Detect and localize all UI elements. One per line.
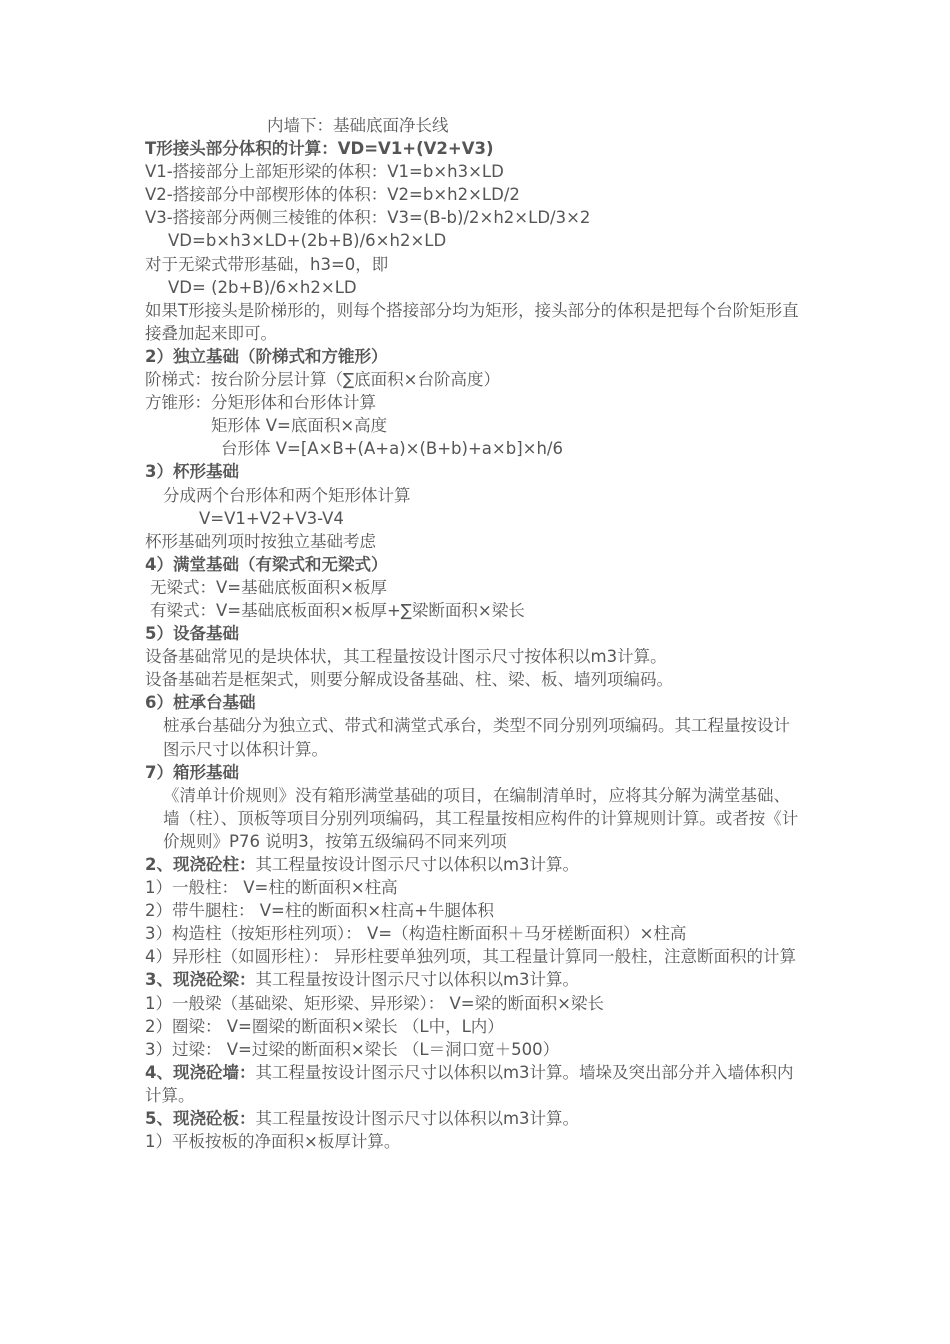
text-line: VD=b×h3×LD+(2b+B)/6×h2×LD — [168, 231, 447, 251]
text-line: V2-搭接部分中部楔形体的体积：V2=b×h2×LD/2 — [145, 185, 520, 205]
text-line: 《清单计价规则》没有箱形满堂基础的项目，在编制清单时，应将其分解为满堂基础、墙（柱）、顶板等项目分别列项编码，其工程量按相应构件的计算规则计算。或者按《计价规则》P76 说明3，按第五级编码不同来列项 — [163, 785, 799, 851]
text-line: 方锥形：分矩形体和台形体计算 — [145, 393, 376, 413]
text-line — [145, 968, 805, 991]
text-line: 2）圈梁： V=圈梁的断面积×梁长 （L中，L内） — [145, 1016, 504, 1036]
text-line: 4）异形柱（如圆形柱）： 异形柱要单独列项，其工程量计算同一般柱，注意断面积的计算 — [145, 947, 796, 967]
section-heading: T形接头部分体积的计算：VD=V1+(V2+V3) — [145, 139, 494, 159]
text-line: 3）构造柱（按矩形柱列项）： V=（构造柱断面积＋马牙槎断面积）×柱高 — [145, 924, 687, 944]
text-line: 无梁式：V=基础底板面积×板厚 — [150, 577, 387, 597]
section-heading-lead: 2、现浇砼柱： — [145, 855, 256, 874]
text-line: 阶梯式：按台阶分层计算（∑底面积×台阶高度） — [145, 370, 500, 390]
section-heading: 2）独立基础（阶梯式和方锥形） — [145, 346, 388, 366]
text-line: 台形体 V=[A×B+(A+a)×(B+b)+a×b]×h/6 — [221, 439, 563, 459]
section-heading-text: 其工程量按设计图示尺寸以体积以m3计算。 — [255, 855, 580, 874]
text-line: 分成两个台形体和两个矩形体计算 — [163, 485, 411, 505]
section-heading-lead: 5、现浇砼板： — [145, 1109, 256, 1129]
text-line: VD= (2b+B)/6×h2×LD — [168, 277, 357, 297]
text-line — [145, 1107, 805, 1130]
text-line: 矩形体 V=底面积×高度 — [211, 416, 388, 436]
section-heading-text: 其工程量按设计图示尺寸以体积以m3计算。墙垛及突出部分并入墙体积内计算。 — [145, 1062, 794, 1105]
text-line: 如果T形接头是阶梯形的，则每个搭接部分均为矩形，接头部分的体积是把每个台阶矩形直接叠加起来即可。 — [145, 300, 799, 343]
text-line: 设备基础若是框架式，则要分解成设备基础、柱、梁、板、墙列项编码。 — [145, 670, 673, 690]
section-heading: 7）箱形基础 — [145, 762, 239, 782]
text-line: 1）一般梁（基础梁、矩形梁、异形梁）： V=梁的断面积×梁长 — [145, 993, 604, 1013]
section-heading: 3）杯形基础 — [145, 462, 239, 482]
text-line: 杯形基础列项时按独立基础考虑 — [145, 531, 376, 551]
section-heading: 5）设备基础 — [145, 624, 239, 644]
text-line: 1）平板按板的净面积×板厚计算。 — [145, 1132, 401, 1152]
section-heading: 6）桩承台基础 — [145, 693, 256, 713]
text-line: 对于无梁式带形基础，h3=0，即 — [145, 254, 389, 274]
text-line: 2）带牛腿柱： V=柱的断面积×柱高+牛腿体积 — [145, 901, 495, 921]
text-line: V=V1+V2+V3-V4 — [199, 508, 344, 528]
text-line: V1-搭接部分上部矩形梁的体积：V1=b×h3×LD — [145, 162, 504, 182]
section-heading: 4）满堂基础（有梁式和无梁式） — [145, 554, 388, 574]
section-heading-lead: 3、现浇砼梁： — [145, 970, 256, 990]
text-line: 1）一般柱： V=柱的断面积×柱高 — [145, 878, 398, 898]
section-heading-lead: 4、现浇砼墙： — [145, 1062, 256, 1082]
text-line — [145, 1061, 805, 1107]
document-page — [145, 114, 805, 1153]
text-line: 有梁式：V=基础底板面积×板厚+∑梁断面积×梁长 — [150, 600, 525, 620]
text-line: 桩承台基础分为独立式、带式和满堂式承台，类型不同分别列项编码。其工程量按设计图示尺寸以体积计算。 — [163, 716, 790, 759]
text-line: V3-搭接部分两侧三棱锥的体积：V3=(B-b)/2×h2×LD/3×2 — [145, 208, 591, 228]
text-line: 内墙下：基础底面净长线 — [267, 116, 449, 135]
text-line: 3）过梁： V=过梁的断面积×梁长 （L＝洞口宽＋500） — [145, 1039, 560, 1059]
text-line — [145, 853, 805, 876]
section-heading-text: 其工程量按设计图示尺寸以体积以m3计算。 — [255, 1109, 580, 1129]
section-heading-text: 其工程量按设计图示尺寸以体积以m3计算。 — [255, 970, 580, 990]
text-line: 设备基础常见的是块体状，其工程量按设计图示尺寸按体积以m3计算。 — [145, 647, 667, 667]
